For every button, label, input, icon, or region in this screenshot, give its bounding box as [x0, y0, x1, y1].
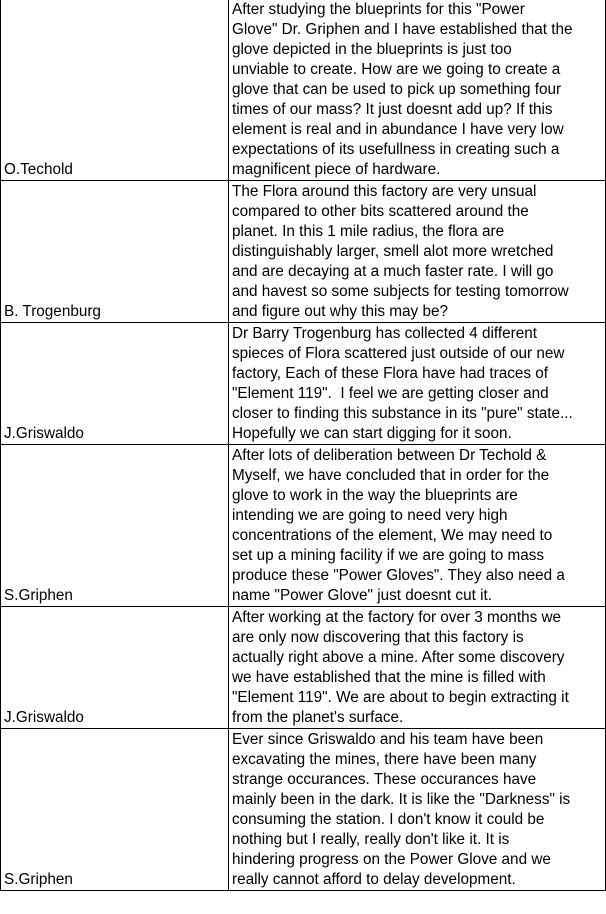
entry-cell: The Flora around this factory are very unsual compared to other bits scattered around the planet. In this 1 mile radius, the flora are distinguishably larger, smell alot more wretched and are decaying at a much faster rate. I will go and havest so some subjects for testing tomorrow and figure out why this may be?	[229, 181, 606, 323]
table-row	[1, 323, 606, 445]
entry-cell: After working at the factory for over 3 months we are only now discovering that this factory is actually right above a mine. After some discovery we have established that the mine is filled with "Element 119". We are about to begin extracting it from the planet's surface.	[229, 607, 606, 729]
entry-cell: After studying the blueprints for this "Power Glove" Dr. Griphen and I have established that the glove depicted in the blueprints is just too unviable to create. How are we going to create a glove that can be used to pick up something four times of our mass? It just doesnt add up? If this element is real and in abundance I have very low expectations of its usefullness in creating such a magnificent piece of hardware.	[229, 0, 606, 181]
table-row	[1, 607, 606, 729]
author-cell: S.Griphen	[1, 445, 229, 607]
table-row	[1, 181, 606, 323]
table-row	[1, 445, 606, 607]
author-cell: J.Griswaldo	[1, 607, 229, 729]
author-cell: B. Trogenburg	[1, 181, 229, 323]
log-table-body	[1, 0, 606, 891]
entry-cell: After lots of deliberation between Dr Techold & Myself, we have concluded that in order for the glove to work in the way the blueprints are intending we are going to need very high concentrations of the element, We may need to set up a mining facility if we are going to mass produce these "Power Gloves". They also need a name "Power Glove" just doesnt cut it.	[229, 445, 606, 607]
author-cell: J.Griswaldo	[1, 323, 229, 445]
entry-cell: Dr Barry Trogenburg has collected 4 different spieces of Flora scattered just outside of our new factory, Each of these Flora have had traces of "Element 119". I feel we are getting closer and closer to finding this substance in its "pure" state... Hopefully we can start digging for it soon.	[229, 323, 606, 445]
author-cell: S.Griphen	[1, 729, 229, 891]
table-row	[1, 729, 606, 891]
author-cell: O.Techold	[1, 0, 229, 181]
entry-cell: Ever since Griswaldo and his team have been excavating the mines, there have been many strange occurances. These occurances have mainly been in the dark. It is like the "Darkness" is consuming the station. I don't know it could be nothing but I really, really don't like it. It is hindering progress on the Power Glove and we really cannot afford to delay development.	[229, 729, 606, 891]
table-row	[1, 0, 606, 181]
